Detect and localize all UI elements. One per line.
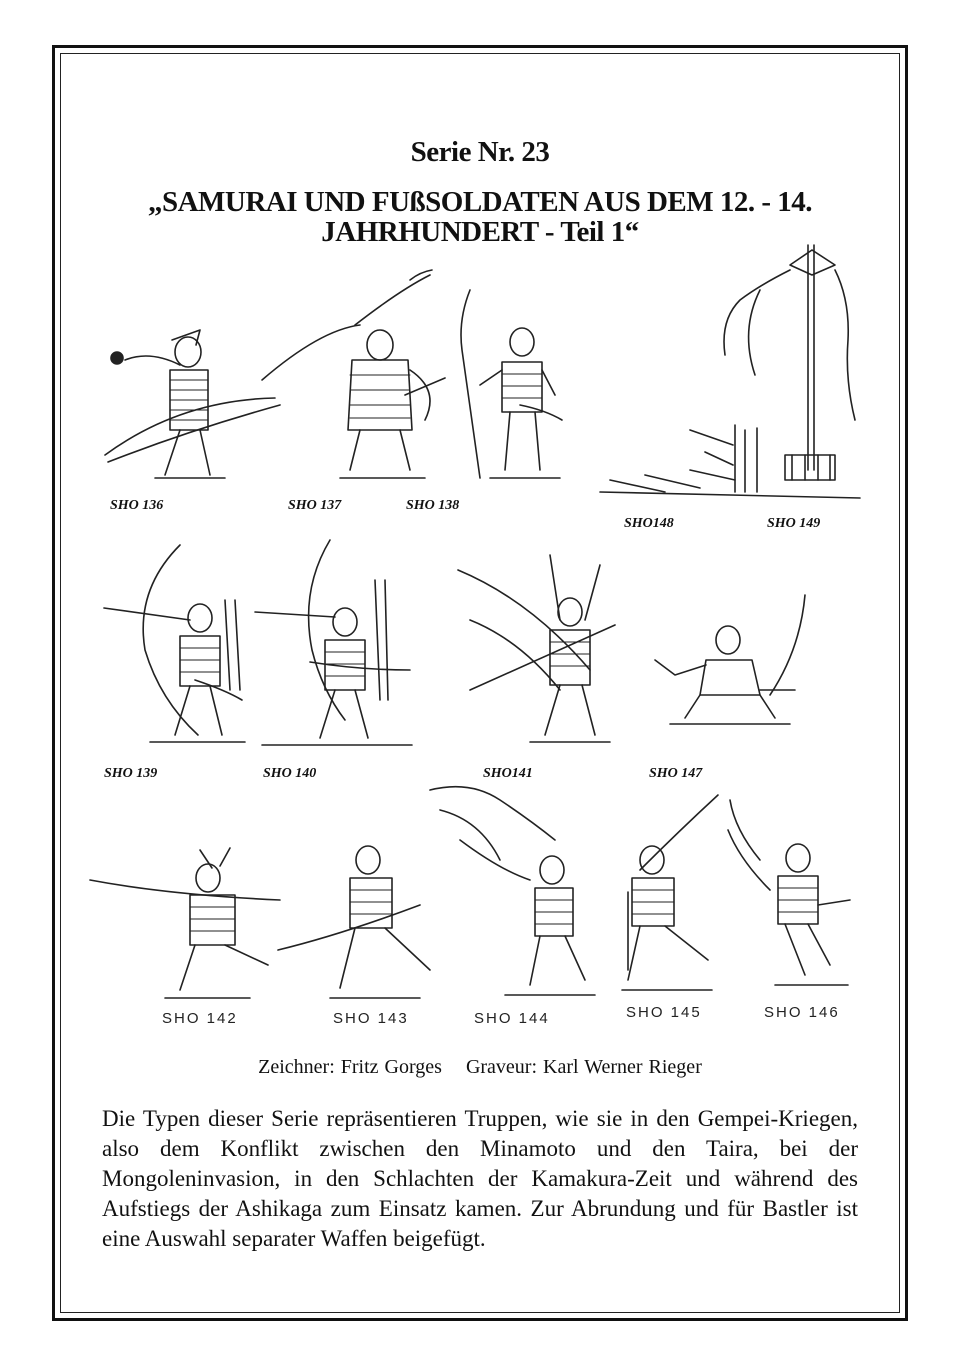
series-description: Die Typen dieser Serie repräsentieren Truppen, wie sie in den Gempei-Kriegen, also dem Konflikt zwischen den Minamoto und den Taira, bei der Mongoleninvasion, in den Schlachten der Kamakura-Zeit und während des Aufstiegs der Ashikaga zum Einsatz kamen. Zur Abrundung und für Bastler ist eine Auswahl separater Waffen beigefügt. <box>102 1106 858 1251</box>
figure-sho-148-149-illustration <box>600 245 860 498</box>
figure-code-sho-138: SHO 138 <box>406 498 460 513</box>
figure-code-sho-149: SHO 149 <box>767 516 821 531</box>
figure-sho-145-illustration <box>622 795 718 990</box>
figure-sho-146-illustration <box>728 800 850 985</box>
figure-code-sho-143: SHO 143 <box>333 1010 409 1027</box>
figure-sho-138-illustration <box>461 290 562 478</box>
figure-code-sho-137: SHO 137 <box>288 498 342 513</box>
series-title-line-1: „SAMURAI UND FUßSOLDATEN AUS DEM 12. - 14. <box>147 186 813 218</box>
series-number: Serie Nr. 23 <box>410 136 550 168</box>
figure-sho-147-illustration <box>655 595 805 724</box>
figure-code-sho-139: SHO 139 <box>104 766 158 781</box>
figure-sho-137-illustration <box>262 270 445 478</box>
figure-code-sho-140: SHO 140 <box>263 766 317 781</box>
figure-code-sho-147: SHO 147 <box>649 766 703 781</box>
figure-code-sho-144: SHO 144 <box>474 1010 550 1027</box>
draftsman-credit: Zeichner: Fritz Gorges <box>258 1056 442 1078</box>
engraver-credit: Graveur: Karl Werner Rieger <box>465 1056 702 1078</box>
figure-code-sho-146: SHO 146 <box>764 1004 840 1021</box>
figure-code-sho-145: SHO 145 <box>626 1004 702 1021</box>
figure-code-sho-148: SHO148 <box>624 516 674 531</box>
figure-sho-142-illustration <box>90 848 280 998</box>
figure-sho-144-illustration <box>430 787 595 995</box>
figure-sho-136-illustration <box>105 330 280 478</box>
figure-sho-143-illustration <box>278 846 430 998</box>
figure-code-sho-142: SHO 142 <box>162 1010 238 1027</box>
credits <box>60 1056 900 1079</box>
figure-sho-141-illustration <box>458 555 615 742</box>
figure-sho-139-illustration <box>104 545 245 742</box>
figure-code-sho-136: SHO 136 <box>110 498 164 513</box>
figure-sho-140-illustration <box>255 540 412 745</box>
series-title-line-2: JAHRHUNDERT - Teil 1“ <box>321 216 639 248</box>
figure-code-sho-141: SHO141 <box>483 766 533 781</box>
